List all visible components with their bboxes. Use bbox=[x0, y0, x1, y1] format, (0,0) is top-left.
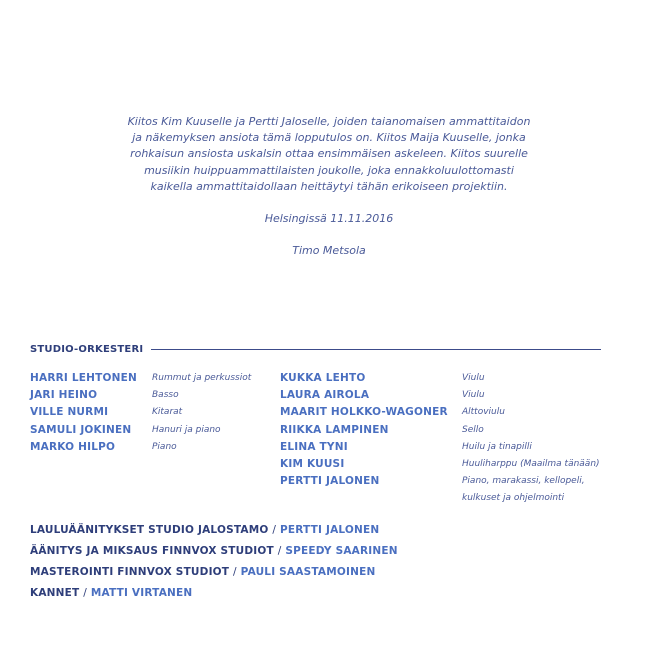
right-names-column bbox=[280, 370, 448, 490]
musician-role: Huilu ja tinapilli bbox=[462, 441, 532, 452]
thanks-line: kaikella ammattitaidollaan heittäytyi tähän erikoiseen projektiin. bbox=[150, 179, 508, 193]
credit-line bbox=[30, 520, 398, 541]
orchestra-title: STUDIO-ORKESTERI bbox=[30, 343, 144, 355]
musician-name: ELINA TYNI bbox=[280, 440, 348, 453]
thanks-line: rohkaisun ansiosta uskalsin ottaa ensimmäisen askeleen. Kiitos suurelle bbox=[130, 147, 528, 161]
musician-role: Viulu bbox=[462, 373, 485, 383]
credit-separator: / bbox=[272, 524, 277, 536]
credit-person: SPEEDY SAARINEN bbox=[285, 545, 398, 557]
credit-line bbox=[30, 583, 398, 604]
left-roles-column bbox=[152, 370, 251, 456]
musician-name: RIIKKA LAMPINEN bbox=[280, 423, 389, 436]
divider bbox=[151, 349, 601, 350]
credit-label: ÄÄNITYS JA MIKSAUS FINNVOX STUDIOT bbox=[30, 545, 274, 557]
credit-separator: / bbox=[277, 545, 282, 557]
thanks-paragraph bbox=[100, 114, 558, 195]
credit-person: MATTI VIRTANEN bbox=[90, 587, 193, 599]
place-date: Helsingissä 11.11.2016 bbox=[264, 212, 394, 226]
musician-name: HARRI LEHTONEN bbox=[30, 372, 137, 384]
musician-name: MAARIT HOLKKO-WAGONER bbox=[280, 406, 448, 419]
credit-separator: / bbox=[83, 587, 87, 599]
musician-role: Piano, marakassi, kellopeli, bbox=[462, 476, 585, 487]
production-credits bbox=[30, 520, 398, 604]
credit-person: PERTTI JALONEN bbox=[279, 524, 380, 536]
signature: Timo Metsola bbox=[292, 244, 366, 258]
musician-name: LAURA AIROLA bbox=[280, 389, 370, 402]
musician-name: PERTTI JALONEN bbox=[280, 475, 380, 488]
musician-role: Kitarat bbox=[152, 407, 183, 418]
musician-role: Viulu bbox=[462, 390, 485, 401]
musician-role-continued: kulkuset ja ohjelmointi bbox=[462, 493, 565, 504]
musician-name: JARI HEINO bbox=[30, 389, 98, 402]
musician-name: VILLE NURMI bbox=[30, 406, 109, 419]
credit-label: MASTEROINTI FINNVOX STUDIOT bbox=[30, 566, 230, 578]
right-roles-column bbox=[462, 370, 600, 508]
credit-separator: / bbox=[233, 566, 237, 578]
musician-name: KIM KUUSI bbox=[280, 457, 345, 470]
thanks-line: musiikin huippuammattilaisten joukolle, joka ennakkoluulottomasti bbox=[144, 163, 514, 177]
credit-person: PAULI SAASTAMOINEN bbox=[240, 566, 376, 578]
thanks-text bbox=[100, 114, 558, 259]
musician-name: SAMULI JOKINEN bbox=[30, 423, 132, 436]
musician-role: Alttoviulu bbox=[462, 407, 505, 418]
musician-role: Piano bbox=[152, 441, 177, 452]
left-names-column bbox=[30, 370, 137, 456]
orchestra-header bbox=[30, 342, 601, 356]
musician-role: Huuliharppu (Maailma tänään) bbox=[462, 458, 600, 469]
musician-role: Hanuri ja piano bbox=[152, 424, 221, 435]
musician-name: MARKO HILPO bbox=[30, 440, 116, 453]
credit-label: KANNET bbox=[30, 587, 80, 599]
credit-line bbox=[30, 562, 398, 583]
credit-label: LAULUÄÄNITYKSET STUDIO JALOSTAMO bbox=[30, 524, 269, 536]
musician-role: Basso bbox=[152, 390, 179, 401]
thanks-line: ja näkemyksen ansiota tämä lopputulos on. Kiitos Maija Kuuselle, jonka bbox=[132, 131, 526, 145]
musician-name: KUKKA LEHTO bbox=[280, 372, 366, 384]
credit-line bbox=[30, 541, 398, 562]
musician-role: Rummut ja perkussiot bbox=[152, 373, 252, 383]
musician-role: Sello bbox=[462, 424, 484, 435]
thanks-line: Kiitos Kim Kuuselle ja Pertti Jaloselle, joiden taianomaisen ammattitaidon bbox=[127, 115, 531, 128]
